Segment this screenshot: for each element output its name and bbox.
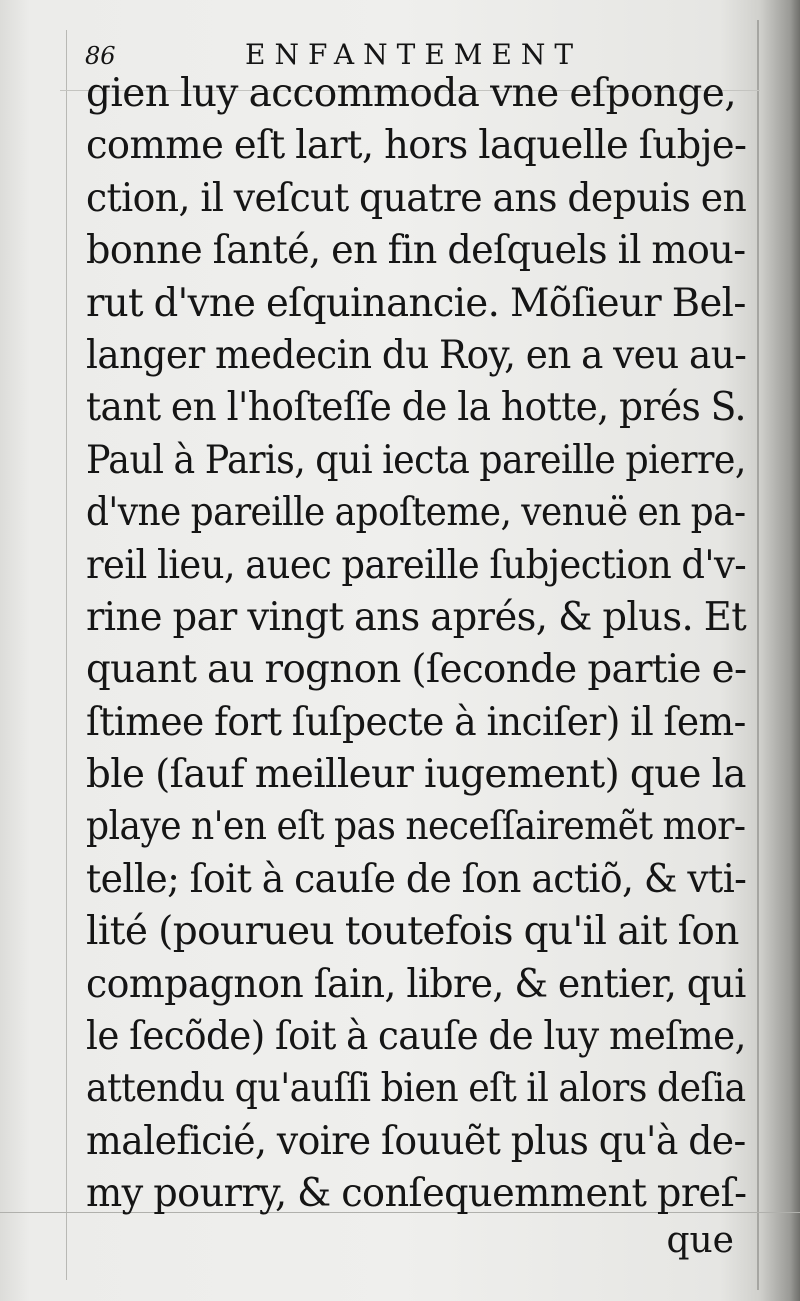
page-left-rule — [66, 30, 67, 1280]
text-line: rine par vingt ans aprés, & plus. Et — [86, 594, 747, 640]
catchword: que — [666, 1220, 734, 1261]
text-line: attendu qu'auſſi bien eſt il alors deſia — [86, 1066, 746, 1112]
text-line: quant au rognon (ſeconde partie e- — [86, 647, 747, 693]
text-line: gien luy accommoda vne eſponge, — [86, 71, 737, 116]
page-number: 86 — [85, 42, 116, 70]
text-line: reil lieu, auec pareille ſubjection d'v- — [86, 542, 747, 588]
text-line: compagnon ſain, libre, & entier, qui — [86, 961, 746, 1007]
text-line: rut d'vne eſquinancie. Mõſieur Bel- — [86, 280, 746, 326]
text-line: langer medecin du Roy, en a veu au- — [86, 332, 747, 378]
text-line: playe n'en eſt pas neceſſairemẽt mor- — [86, 804, 746, 850]
text-line: lité (pourueu toutefois qu'il ait ſon — [86, 909, 739, 955]
text-line: my pourry, & conſequemment preſ- — [86, 1171, 747, 1217]
text-line: le ſecõde) ſoit à cauſe de luy meſme, — [86, 1014, 746, 1060]
text-line: ſtimee fort ſuſpecte à inciſer) il ſem- — [86, 699, 746, 745]
text-line: tant en l'hoſteſſe de la hotte, prés S. — [86, 385, 746, 431]
text-line: d'vne pareille apoſteme, venuë en pa- — [86, 490, 746, 536]
text-line: ble (ſauf meilleur iugement) que la — [86, 752, 746, 798]
text-line: maleficié, voire ſouuẽt plus qu'à de- — [86, 1118, 746, 1164]
text-line: bonne ſanté, en fin deſquels il mou- — [86, 228, 746, 274]
text-line: comme eſt lart, hors laquelle ſubje- — [86, 123, 747, 169]
page-right-edge — [757, 20, 759, 1290]
text-body — [86, 68, 746, 1221]
text-line: Paul à Paris, qui iecta pareille pierre, — [86, 437, 746, 483]
text-line: ction, il veſcut quatre ans depuis en — [86, 175, 747, 221]
running-head: ENFANTEMENT — [245, 38, 583, 71]
text-line: telle; ſoit à cauſe de ſon actiõ, & vti- — [86, 856, 747, 902]
